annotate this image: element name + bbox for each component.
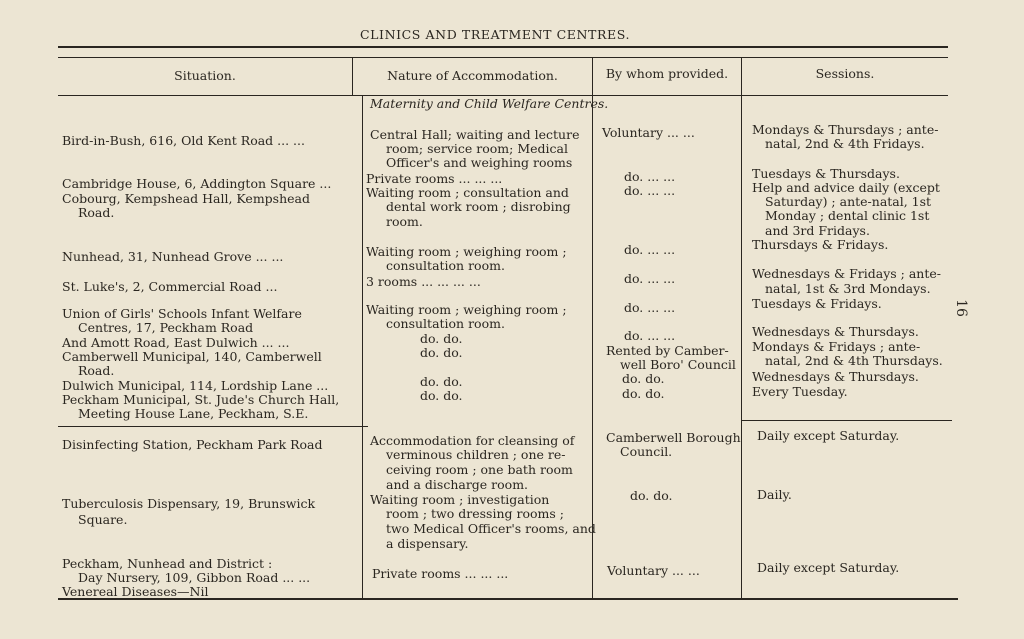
situation-text: Road. [78,205,115,220]
nature-text: 3 rooms ... ... ... ... [366,274,481,289]
mid-rule-right [742,420,952,421]
provider-text: do. do. [622,371,665,386]
top-rule-thin [58,57,948,58]
provider-text: do. ... ... [624,328,676,343]
provider-text: do. ... ... [624,271,676,286]
situation-text: Centres, 17, Peckham Road [78,320,254,335]
situation-text: Peckham Municipal, St. Jude's Church Hall, [62,392,340,407]
sessions-text: Wednesdays & Thursdays. [752,369,919,384]
nature-text: Accommodation for cleansing of [370,433,575,448]
provider-text: Camberwell Borough [606,430,741,445]
provider-text: do. ... ... [624,242,676,257]
mid-rule-left [58,426,368,427]
page-number: 16 [952,299,969,317]
header-provider: By whom provided. [605,66,729,81]
sessions-text: Mondays & Fridays ; ante- [752,339,921,354]
provider-text: do. ... ... [624,183,676,198]
col-divider-2 [592,58,593,598]
situation-text: Union of Girls' Schools Infant Welfare [62,306,302,321]
sessions-text: Thursdays & Fridays. [752,237,889,252]
page-title: CLINICS AND TREATMENT CENTRES. [359,27,631,42]
nature-text: do. do. [420,388,463,403]
nature-text: dental work room ; disrobing [386,199,571,214]
nature-text: ceiving room ; one bath room [386,462,573,477]
provider-text: do. ... ... [624,300,676,315]
nature-text: consultation room. [386,258,505,273]
provider-text: do. ... ... [624,169,676,184]
nature-text: a dispensary. [386,536,469,551]
nature-text: Central Hall; waiting and lecture [370,127,580,142]
nature-text: two Medical Officer's rooms, and [386,521,596,536]
nature-text: verminous children ; one re- [386,447,566,462]
sessions-text: natal, 2nd & 4th Thursdays. [765,353,943,368]
situation-text: Peckham, Nunhead and District : [62,556,273,571]
nature-text: Waiting room ; consultation and [366,185,569,200]
nature-text: room; service room; Medical [386,141,568,156]
header-situation: Situation. [174,68,236,83]
col-divider-3 [741,58,742,598]
situation-text: St. Luke's, 2, Commercial Road ... [62,279,278,294]
nature-text: Waiting room ; weighing room ; [366,302,567,317]
situation-text: Road. [78,363,115,378]
situation-text: Bird-in-Bush, 616, Old Kent Road ... ... [62,133,305,148]
situation-text: Cambridge House, 6, Addington Square ... [62,176,332,191]
header-sessions: Sessions. [815,66,875,81]
nature-text: and a discharge room. [386,477,529,492]
situation-text: Dulwich Municipal, 114, Lordship Lane ... [62,378,329,393]
top-rule [58,46,948,48]
situation-text: Disinfecting Station, Peckham Park Road [62,437,323,452]
provider-text: well Boro' Council [620,357,736,372]
situation-text: Nunhead, 31, Nunhead Grove ... ... [62,249,284,264]
sessions-text: natal, 2nd & 4th Fridays. [765,136,925,151]
nature-text: do. do. [420,345,463,360]
nature-text: Waiting room ; investigation [370,492,550,507]
nature-text: room. [386,214,423,229]
situation-text: Meeting House Lane, Peckham, S.E. [78,406,309,421]
provider-text: do. do. [622,386,665,401]
header-nature: Nature of Accommodation. [387,68,558,83]
sessions-text: Saturday) ; ante-natal, 1st [765,194,932,209]
sessions-text: Every Tuesday. [752,384,848,399]
sessions-text: Tuesdays & Fridays. [752,296,882,311]
situation-text: Tuberculosis Dispensary, 19, Brunswick [62,496,316,511]
situation-text: Venereal Diseases—Nil [62,584,209,599]
nature-text: room ; two dressing rooms ; [386,506,564,521]
sessions-text: Tuesdays & Thursdays. [752,166,900,181]
sessions-text: Daily. [757,487,792,502]
situation-text: Cobourg, Kempshead Hall, Kempshead [62,191,311,206]
col-divider-1b [362,96,363,598]
provider-text: Voluntary ... ... [602,125,695,140]
sessions-text: natal, 1st & 3rd Mondays. [765,281,931,296]
sessions-text: Mondays & Thursdays ; ante- [752,122,939,137]
sessions-text: Monday ; dental clinic 1st [765,208,930,223]
provider-text: Council. [620,444,673,459]
nature-text: consultation room. [386,316,505,331]
nature-text: Officer's and weighing rooms [386,155,573,170]
provider-text: Voluntary ... ... [607,563,700,578]
provider-text: do. do. [630,488,673,503]
nature-text: Private rooms ... ... ... [366,171,503,186]
nature-text: do. do. [420,331,463,346]
nature-text: do. do. [420,374,463,389]
section-heading: Maternity and Child Welfare Centres. [370,96,609,111]
sessions-text: Daily except Saturday. [757,428,900,443]
situation-text: And Amott Road, East Dulwich ... ... [62,335,290,350]
sessions-text: Wednesdays & Fridays ; ante- [752,266,941,281]
situation-text: Square. [78,512,128,527]
sessions-text: Wednesdays & Thursdays. [752,324,919,339]
sessions-text: Help and advice daily (except [752,180,940,195]
sessions-text: Daily except Saturday. [757,560,900,575]
sessions-text: and 3rd Fridays. [765,223,870,238]
situation-text: Camberwell Municipal, 140, Camberwell [62,349,322,364]
nature-text: Private rooms ... ... ... [372,566,509,581]
situation-text: Day Nursery, 109, Gibbon Road ... ... [78,570,311,585]
provider-text: Rented by Camber- [606,343,729,358]
nature-text: Waiting room ; weighing room ; [366,244,567,259]
